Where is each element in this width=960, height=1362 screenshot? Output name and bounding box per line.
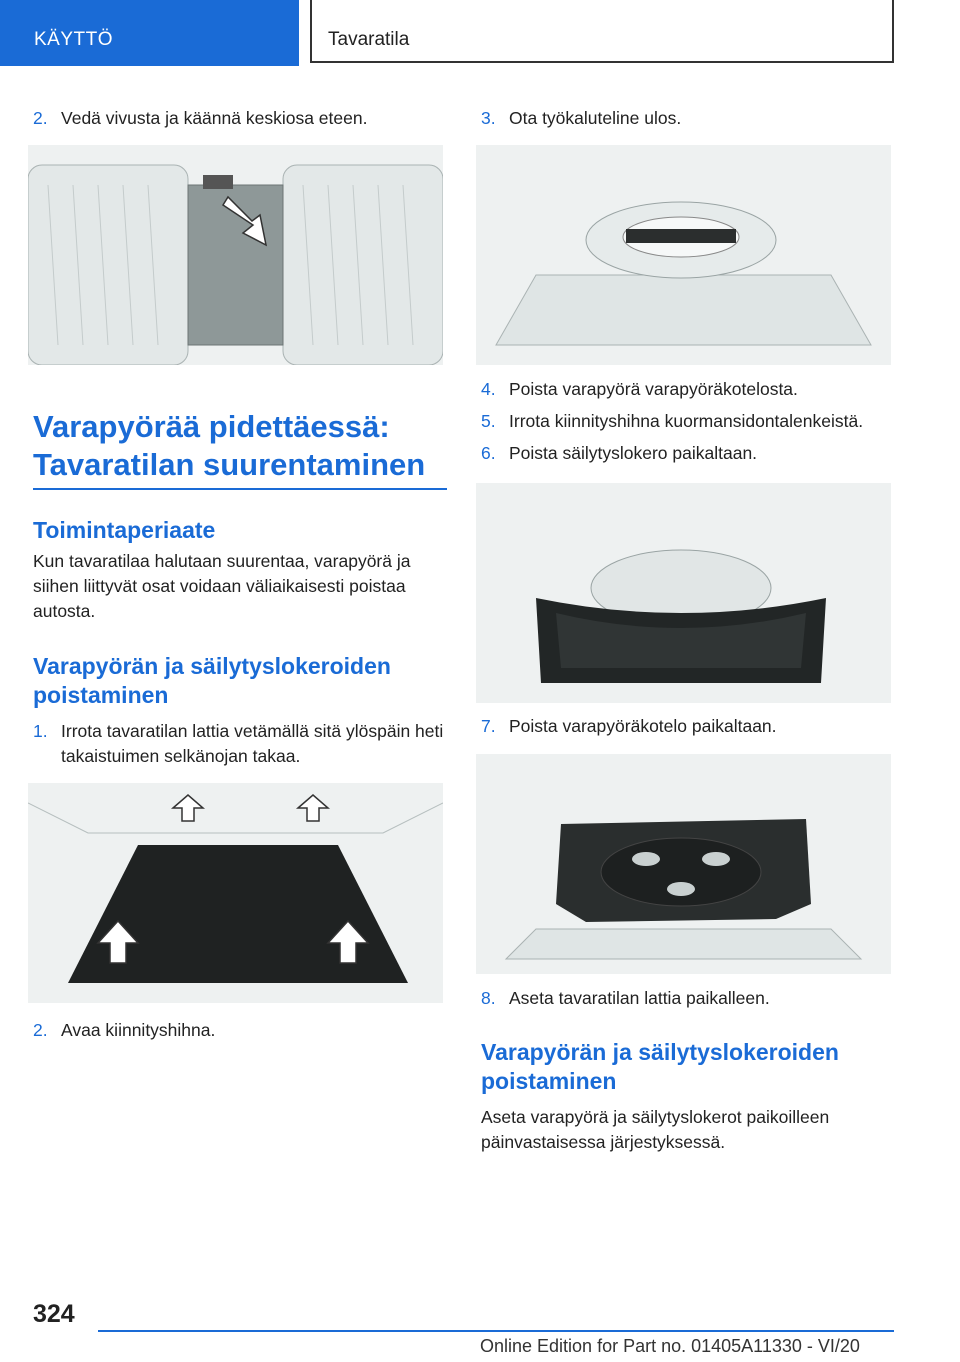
step-4-wheel [481,377,893,402]
wheel-housing-illustration [476,754,891,974]
removal-heading: Varapyörän ja säilytyslokeroiden poistaminen [33,653,391,708]
step-number: 5. [481,411,496,431]
install-heading: Varapyörän ja säilytyslokeroiden poistaminen [481,1039,839,1094]
step-number: 6. [481,443,496,463]
step-text: Irrota kiinnityshihna kuormansidontalenkeistä. [509,411,864,431]
storage-tray-drawing [476,483,891,703]
step-7-housing [481,714,893,739]
section-tab [0,0,299,66]
step-text: Irrota tavaratilan lattia vetämällä sitä ylöspäin heti takaistuimen selkänojan takaa. [61,721,444,766]
step-text: Ota työkaluteline ulos. [509,108,682,128]
footer-divider [98,1330,894,1332]
step-5-strap [481,409,893,434]
step-number: 8. [481,988,496,1008]
step-text: Aseta tavaratilan lattia paikalleen. [509,988,770,1008]
step-text: Poista säilytyslokero paikaltaan. [509,443,758,463]
step-text: Poista varapyörä varapyöräkotelosta. [509,379,798,399]
edition-text: Online Edition for Part no. 01405A11330 - VI/20 [480,1336,860,1356]
section-label: KÄYTTÖ [34,29,114,50]
rear-seat-illustration [28,145,443,365]
step-number: 4. [481,379,496,399]
principle-text: Kun tavaratilaa halutaan suurentaa, varapyörä ja siihen liittyvät osat voidaan väliaikaisesti poistaa autosta. [33,551,411,621]
step-2-strap [33,1018,447,1043]
install-text: Aseta varapyörä ja säilytyslokerot paikoilleen päinvastaisessa järjestyksessä. [481,1107,830,1152]
chapter-label: Tavaratila [328,29,410,50]
step-2-center-section [33,106,447,131]
step-3-tools [481,106,893,131]
title-divider [33,488,447,490]
step-6-storage [481,441,893,466]
chapter-bar [310,0,894,63]
principle-heading: Toimintaperiaate [33,517,216,543]
rear-seat-drawing [28,145,443,365]
step-number: 2. [33,108,48,128]
step-text: Vedä vivusta ja käännä keskiosa eteen. [61,108,368,128]
wheel-housing-drawing [476,754,891,974]
step-text: Poista varapyöräkotelo paikaltaan. [509,716,777,736]
page-title: Varapyörää pidettäessä: Tavaratilan suurentaminen [33,409,426,482]
trunk-floor-illustration [28,783,443,1003]
page-number: 324 [33,1300,75,1328]
step-1-floor [33,719,447,769]
tool-holder-illustration [476,145,891,365]
step-text: Avaa kiinnityshihna. [61,1020,216,1040]
trunk-floor-drawing [28,783,443,1003]
tool-holder-drawing [476,145,891,365]
step-8-floor [481,986,893,1011]
step-number: 3. [481,108,496,128]
step-number: 1. [33,721,48,741]
storage-tray-illustration [476,483,891,703]
step-number: 2. [33,1020,48,1040]
step-number: 7. [481,716,496,736]
